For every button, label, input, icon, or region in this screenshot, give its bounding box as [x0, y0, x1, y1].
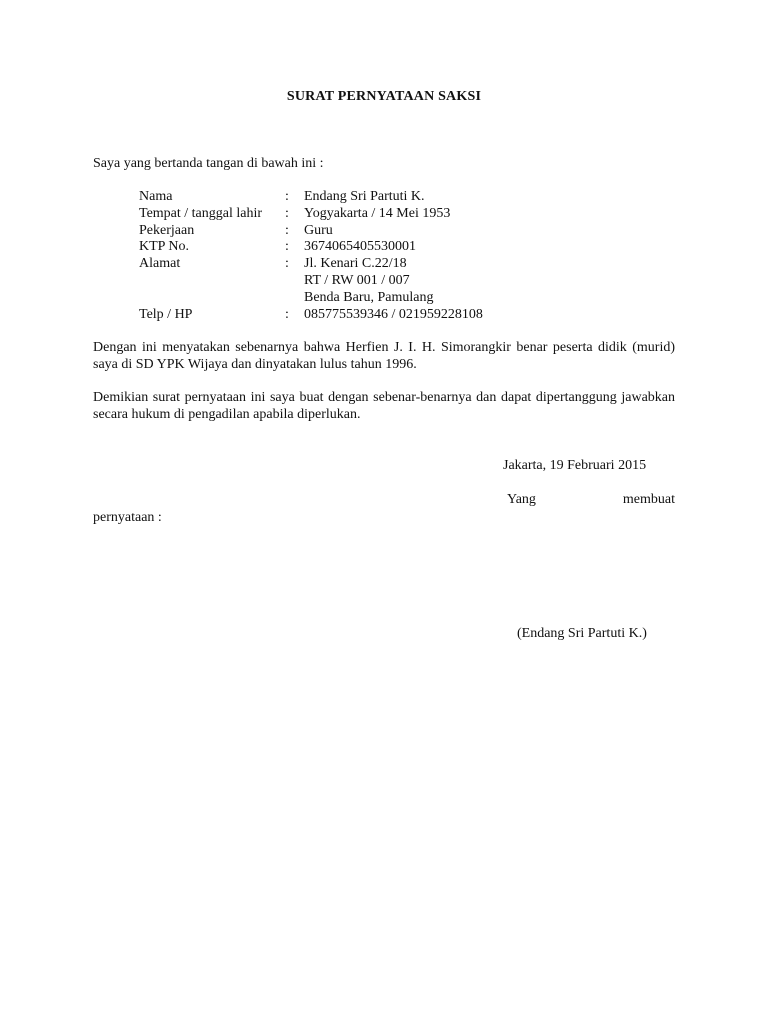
- field-value: 085775539346 / 021959228108: [304, 306, 483, 322]
- field-colon: :: [285, 306, 289, 322]
- maker-label-line-2: pernyataan :: [93, 510, 162, 525]
- field-value: 3674065405530001: [304, 239, 416, 255]
- field-label: Alamat: [139, 256, 181, 272]
- field-colon: :: [285, 205, 289, 221]
- field-value: Jl. Kenari C.22/18: [304, 256, 407, 272]
- field-value: Endang Sri Partuti K.: [304, 189, 425, 204]
- field-label: KTP No.: [139, 239, 190, 255]
- field-value: Benda Baru, Pamulang: [304, 289, 434, 305]
- field-value: Guru: [304, 222, 333, 238]
- field-label: Telp / HP: [139, 306, 193, 322]
- maker-label-line-1: Yang membuat: [507, 492, 675, 507]
- document-title: SURAT PERNYATAAN SAKSI: [286, 89, 482, 104]
- signer-name: (Endang Sri Partuti K.): [517, 626, 647, 641]
- closing-paragraph: Demikian surat pernyataan ini saya buat dengan sebenar-benarnya dan dapat dipertanggung jawabkan secara hukum di pengadilan apabila diperlukan.: [93, 390, 675, 422]
- field-label: Tempat / tanggal lahir: [139, 205, 263, 221]
- field-value: Yogyakarta / 14 Mei 1953: [304, 205, 451, 221]
- field-colon: :: [285, 239, 289, 255]
- field-colon: :: [285, 222, 289, 238]
- field-label: Pekerjaan: [139, 222, 195, 238]
- field-value: RT / RW 001 / 007: [304, 272, 410, 288]
- intro-text: Saya yang bertanda tangan di bawah ini :: [93, 156, 324, 171]
- field-colon: :: [285, 256, 289, 272]
- statement-paragraph: Dengan ini menyatakan sebenarnya bahwa Herfien J. I. H. Simorangkir benar peserta didik (murid) saya di SD YPK Wijaya dan dinyatakan lulus tahun 1996.: [93, 340, 675, 372]
- field-label: Nama: [139, 189, 173, 204]
- place-date: Jakarta, 19 Februari 2015: [503, 458, 647, 473]
- field-colon: :: [285, 189, 289, 204]
